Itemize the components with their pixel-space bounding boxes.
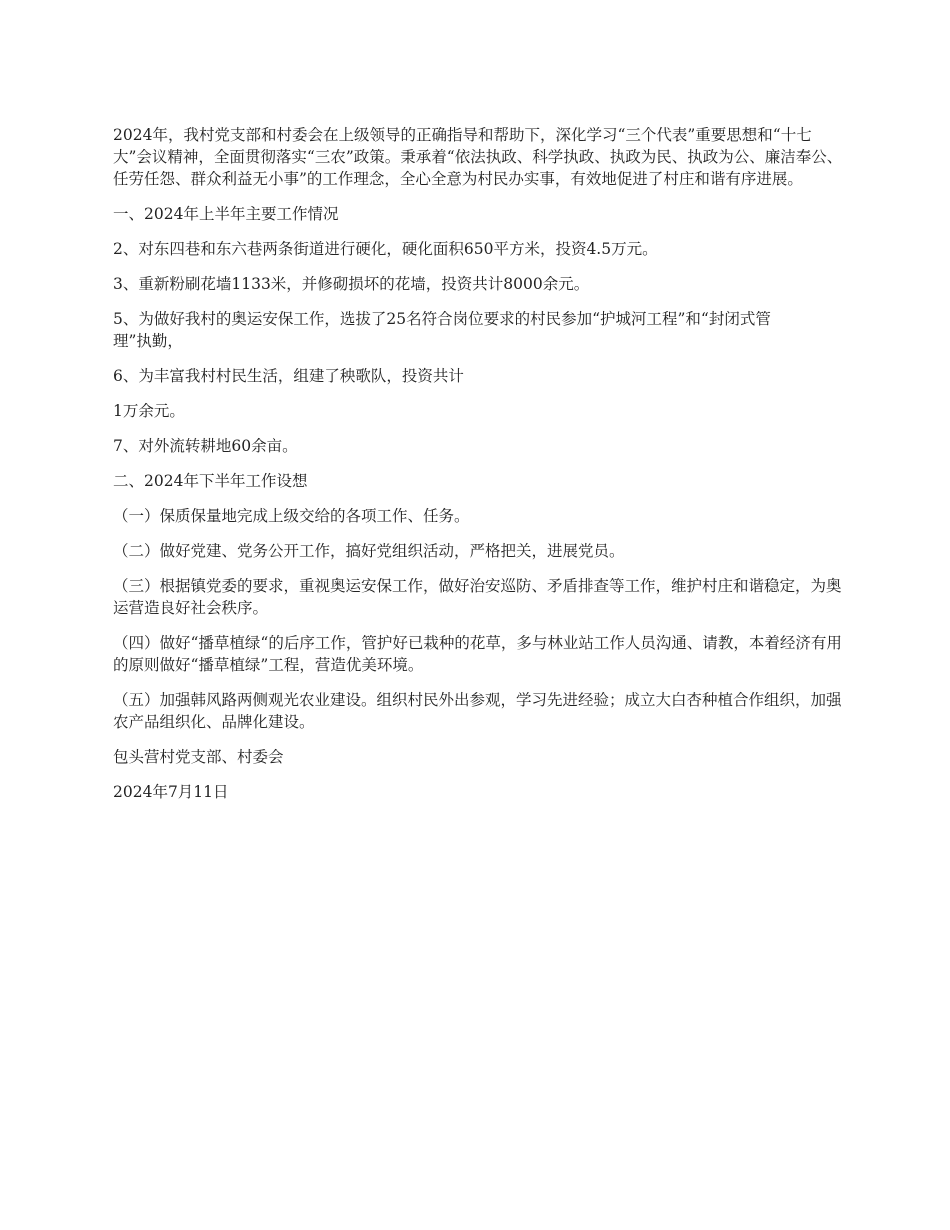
signature-organization: 包头营村党支部、村委会 (113, 748, 284, 766)
list-item-continuation: 1万余元。 (113, 402, 185, 420)
document-body (113, 124, 843, 816)
intro-paragraph: 2024年，我村党支部和村委会在上级领导的正确指导和帮助下，深化学习“三个代表”重要思想和“十七大”会议精神，全面贯彻落实“三农”政策。秉承着“依法执政、科学执政、执政为民、执政为公、廉洁奉公、任劳任怨、群众利益无小事”的工作理念，全心全意为村民办实事，有效地促进了村庄和谐有序进展。 (113, 126, 843, 188)
plan-item: （四）做好“播草植绿“的后序工作，管护好已栽种的花草，多与林业站工作人员沟通、请教，本着经济有用的原则做好“播草植绿”工程，营造优美环境。 (113, 634, 842, 674)
section-heading-second-half: 二、2024年下半年工作设想 (113, 472, 308, 490)
list-item: 6、为丰富我村村民生活，组建了秧歌队，投资共计 (113, 367, 464, 385)
plan-item: （五）加强韩风路两侧观光农业建设。组织村民外出参观，学习先进经验；成立大白杏种植合作组织，加强农产品组织化、品牌化建设。 (113, 691, 842, 731)
plan-item: （三）根据镇党委的要求，重视奥运安保工作，做好治安巡防、矛盾排查等工作，维护村庄和谐稳定，为奥运营造良好社会秩序。 (113, 577, 842, 617)
list-item: 7、对外流转耕地60余亩。 (113, 437, 298, 455)
list-item: 2、对东四巷和东六巷两条街道进行硬化，硬化面积650平方米，投资4.5万元。 (113, 240, 658, 258)
list-item: 3、重新粉刷花墙1133米，并修砌损坏的花墙，投资共计8000余元。 (113, 275, 590, 293)
plan-item: （二）做好党建、党务公开工作，搞好党组织活动，严格把关，进展党员。 (113, 542, 625, 560)
list-item: 5、为做好我村的奥运安保工作，选拔了25名符合岗位要求的村民参加“护城河工程”和“封闭式管理”执勤， (113, 310, 771, 350)
plan-item: （一）保质保量地完成上级交给的各项工作、任务。 (113, 507, 470, 525)
signature-date: 2024年7月11日 (113, 783, 229, 801)
section-heading-first-half: 一、2024年上半年主要工作情况 (113, 205, 339, 223)
